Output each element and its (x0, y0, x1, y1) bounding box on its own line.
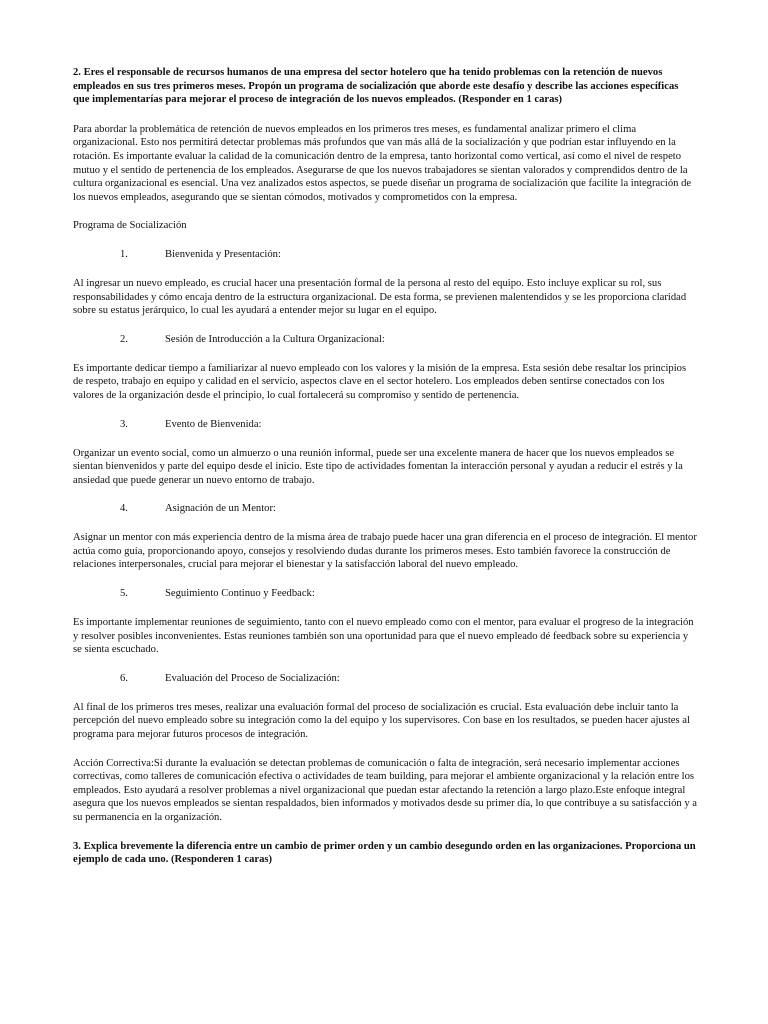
program-title: Programa de Socialización (73, 220, 187, 232)
program-item-heading (73, 502, 697, 516)
program-item-heading (73, 587, 697, 601)
item-body: Al ingresar un nuevo empleado, es crucial hacer una presentación formal de la persona al resto del equipo. Esto incluye explicar su rol, sus responsabilidades y cómo encaja dentro de la estructura organizacional. De esta forma, se previenen malentendidos y se les proporciona claridad sobre su estatus jerárquico, lo cual les ayudará a entender mejor su lugar en el equipo. (73, 277, 687, 317)
question-3-heading: 3. Explica brevemente la diferencia entre un cambio de primer orden y un cambio desegundo orden en las organizaciones. Proporciona un ejemplo de cada uno. (Responderen 1 caras) (73, 840, 696, 866)
item-title: Asignación de un Mentor: (165, 503, 276, 515)
item-number: 4. (120, 503, 128, 515)
item-title: Evento de Bienvenida: (165, 418, 262, 430)
item-title: Bienvenida y Presentación: (165, 248, 281, 260)
question-2-heading: 2. Eres el responsable de recursos humanos de una empresa del sector hotelero que ha tenido problemas con la retención de nuevos empleados en sus tres primeros meses. Propón un programa de socialización que aborde este desafío y describe las acciones específicas que implementarías para mejorar el proceso de integración de los nuevos empleados. (Responder en 1 caras) (73, 67, 679, 106)
item-body: Al final de los primeros tres meses, realizar una evaluación formal del proceso de socialización es crucial. Esta evaluación debe incluir tanto la percepción del nuevo empleado sobre su integración como la del equipo y los supervisores. Con base en los resultados, se pueden hacer ajustes al programa para mejorar futuros procesos de integración. (73, 701, 690, 741)
program-item-heading (73, 333, 697, 347)
item-number: 1. (120, 248, 128, 260)
program-item-heading (73, 248, 697, 262)
item-number: 6. (120, 672, 128, 684)
document-page (73, 66, 697, 867)
intro-paragraph: Para abordar la problemática de retención de nuevos empleados en los primeros tres meses, es fundamental analizar primero el clima organizacional. Esto nos permitirá detectar problemas más profundos que van más allá de la socialización y que podrían estar influyendo en la rotación. Es importante evaluar la calidad de la comunicación dentro de la empresa, tanto horizontal como vertical, así como el nivel de respeto mutuo y el sentido de pertenencia de los empleados. Asegurarse de que los nuevos trabajadores se sientan valorados y comprendidos dentro de la cultura organizacional es esencial. Una vez analizados estos aspectos, se puede diseñar un programa de socialización que facilite la integración de los nuevos empleados, asegurando que se sientan cómodos, motivados y comprometidos con la empresa. (73, 123, 692, 203)
item-title: Evaluación del Proceso de Socialización: (165, 672, 340, 684)
item-body: Asignar un mentor con más experiencia dentro de la misma área de trabajo puede hacer una gran diferencia en el proceso de integración. El mentor actúa como guía, proporcionando apoyo, consejos y resolviendo dudas durante los primeros meses. Esto también favorece la construcción de relaciones interpersonales, crucial para mejorar el bienestar y la satisfacción laboral del nuevo empleado. (73, 532, 697, 571)
corrective-action-paragraph: Acción Correctiva:Si durante la evaluación se detectan problemas de comunicación o falta de integración, será necesario implementar acciones correctivas, como talleres de comunicación efectiva o actividades de team building, para mejorar el ambiente organizacional y la relación entre los empleados. Esto ayudará a resolver problemas a nivel organizacional que puedan estar afectando la retención a largo plazo.Este enfoque integral asegura que los nuevos empleados se sientan respaldados, bien informados y motivados desde su primer día, lo que contribuye a su satisfacción y a su permanencia en la organización. (73, 757, 697, 823)
item-body: Es importante dedicar tiempo a familiarizar al nuevo empleado con los valores y la misión de la empresa. Esta sesión debe resaltar los principios de respeto, trabajo en equipo y calidad en el servicio, aspectos clave en el sector hotelero. Los empleados deben sentirse conectados con los valores de la organización desde el principio, lo cual fortalecerá su compromiso y sentido de pertenencia. (73, 362, 687, 401)
item-number: 2. (120, 333, 128, 345)
item-title: Sesión de Introducción a la Cultura Organizacional: (165, 333, 385, 345)
program-item-heading (73, 672, 697, 686)
item-number: 3. (120, 418, 128, 430)
item-body: Organizar un evento social, como un almuerzo o una reunión informal, puede ser una excelente manera de hacer que los nuevos empleados se sientan bienvenidos y parte del equipo desde el inicio. Este tipo de actividades fomentan la interacción personal y ayudan a reducir el estrés y la ansiedad que puede generar un nuevo entorno de trabajo. (73, 447, 683, 486)
item-number: 5. (120, 588, 128, 600)
program-item-heading (73, 418, 697, 432)
item-body: Es importante implementar reuniones de seguimiento, tanto con el nuevo empleado como con el mentor, para evaluar el progreso de la integración y resolver posibles inconvenientes. Estas reuniones también son una oportunidad para que el nuevo empleado dé feedback sobre su experiencia y se sienta escuchado. (73, 617, 694, 656)
item-title: Seguimiento Continuo y Feedback: (165, 588, 315, 600)
